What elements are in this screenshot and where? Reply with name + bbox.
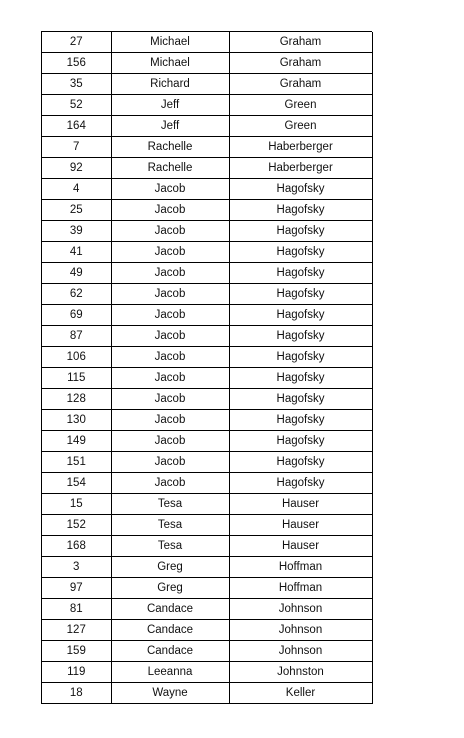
table-row [42, 473, 372, 494]
id-cell: 27 [42, 32, 111, 53]
table-row [42, 200, 372, 221]
last-name-cell: Keller [229, 683, 372, 704]
table-row [42, 389, 372, 410]
id-cell: 18 [42, 683, 111, 704]
first-name-cell: Candace [111, 620, 229, 641]
names-table [42, 32, 373, 704]
last-name-cell: Hauser [229, 494, 372, 515]
last-name-cell: Hagofsky [229, 242, 372, 263]
id-cell: 7 [42, 137, 111, 158]
table-row [42, 137, 372, 158]
names-table-sheet [41, 31, 372, 704]
first-name-cell: Leeanna [111, 662, 229, 683]
last-name-cell: Graham [229, 53, 372, 74]
table-row [42, 326, 372, 347]
last-name-cell: Johnston [229, 662, 372, 683]
id-cell: 151 [42, 452, 111, 473]
table-row [42, 242, 372, 263]
last-name-cell: Hagofsky [229, 221, 372, 242]
id-cell: 152 [42, 515, 111, 536]
table-row [42, 221, 372, 242]
table-row [42, 620, 372, 641]
first-name-cell: Wayne [111, 683, 229, 704]
id-cell: 127 [42, 620, 111, 641]
first-name-cell: Jacob [111, 389, 229, 410]
first-name-cell: Jacob [111, 452, 229, 473]
first-name-cell: Jacob [111, 242, 229, 263]
first-name-cell: Richard [111, 74, 229, 95]
table-row [42, 410, 372, 431]
table-row [42, 599, 372, 620]
table-row [42, 116, 372, 137]
id-cell: 154 [42, 473, 111, 494]
last-name-cell: Hagofsky [229, 473, 372, 494]
table-row [42, 263, 372, 284]
table-row [42, 368, 372, 389]
last-name-cell: Hagofsky [229, 305, 372, 326]
last-name-cell: Hauser [229, 515, 372, 536]
first-name-cell: Jeff [111, 116, 229, 137]
table-row [42, 284, 372, 305]
first-name-cell: Candace [111, 599, 229, 620]
id-cell: 62 [42, 284, 111, 305]
first-name-cell: Jacob [111, 410, 229, 431]
table-row [42, 179, 372, 200]
table-row [42, 74, 372, 95]
first-name-cell: Jacob [111, 326, 229, 347]
table-row [42, 536, 372, 557]
id-cell: 25 [42, 200, 111, 221]
last-name-cell: Hagofsky [229, 368, 372, 389]
first-name-cell: Jacob [111, 263, 229, 284]
last-name-cell: Hagofsky [229, 179, 372, 200]
last-name-cell: Hagofsky [229, 284, 372, 305]
last-name-cell: Hagofsky [229, 326, 372, 347]
last-name-cell: Hagofsky [229, 452, 372, 473]
last-name-cell: Haberberger [229, 137, 372, 158]
first-name-cell: Greg [111, 557, 229, 578]
id-cell: 119 [42, 662, 111, 683]
table-body [42, 32, 372, 704]
first-name-cell: Jacob [111, 179, 229, 200]
last-name-cell: Hagofsky [229, 389, 372, 410]
id-cell: 130 [42, 410, 111, 431]
last-name-cell: Johnson [229, 599, 372, 620]
first-name-cell: Candace [111, 641, 229, 662]
id-cell: 106 [42, 347, 111, 368]
id-cell: 52 [42, 95, 111, 116]
last-name-cell: Graham [229, 32, 372, 53]
first-name-cell: Jeff [111, 95, 229, 116]
table-row [42, 305, 372, 326]
first-name-cell: Rachelle [111, 158, 229, 179]
table-row [42, 53, 372, 74]
first-name-cell: Jacob [111, 473, 229, 494]
id-cell: 3 [42, 557, 111, 578]
last-name-cell: Hoffman [229, 578, 372, 599]
last-name-cell: Graham [229, 74, 372, 95]
first-name-cell: Michael [111, 53, 229, 74]
first-name-cell: Michael [111, 32, 229, 53]
table-row [42, 158, 372, 179]
id-cell: 159 [42, 641, 111, 662]
first-name-cell: Rachelle [111, 137, 229, 158]
first-name-cell: Jacob [111, 431, 229, 452]
table-row [42, 578, 372, 599]
id-cell: 81 [42, 599, 111, 620]
table-row [42, 641, 372, 662]
first-name-cell: Greg [111, 578, 229, 599]
table-row [42, 347, 372, 368]
first-name-cell: Tesa [111, 515, 229, 536]
id-cell: 149 [42, 431, 111, 452]
id-cell: 69 [42, 305, 111, 326]
id-cell: 87 [42, 326, 111, 347]
table-row [42, 32, 372, 53]
last-name-cell: Haberberger [229, 158, 372, 179]
last-name-cell: Hoffman [229, 557, 372, 578]
table-row [42, 452, 372, 473]
table-row [42, 683, 372, 704]
id-cell: 128 [42, 389, 111, 410]
last-name-cell: Hagofsky [229, 347, 372, 368]
first-name-cell: Tesa [111, 494, 229, 515]
id-cell: 115 [42, 368, 111, 389]
id-cell: 15 [42, 494, 111, 515]
last-name-cell: Johnson [229, 620, 372, 641]
id-cell: 97 [42, 578, 111, 599]
first-name-cell: Tesa [111, 536, 229, 557]
first-name-cell: Jacob [111, 221, 229, 242]
id-cell: 39 [42, 221, 111, 242]
id-cell: 41 [42, 242, 111, 263]
first-name-cell: Jacob [111, 284, 229, 305]
last-name-cell: Hagofsky [229, 431, 372, 452]
last-name-cell: Johnson [229, 641, 372, 662]
id-cell: 35 [42, 74, 111, 95]
id-cell: 168 [42, 536, 111, 557]
first-name-cell: Jacob [111, 305, 229, 326]
first-name-cell: Jacob [111, 347, 229, 368]
id-cell: 49 [42, 263, 111, 284]
id-cell: 156 [42, 53, 111, 74]
table-row [42, 662, 372, 683]
id-cell: 92 [42, 158, 111, 179]
id-cell: 164 [42, 116, 111, 137]
table-row [42, 95, 372, 116]
last-name-cell: Green [229, 116, 372, 137]
last-name-cell: Hagofsky [229, 200, 372, 221]
last-name-cell: Hauser [229, 536, 372, 557]
last-name-cell: Hagofsky [229, 410, 372, 431]
table-row [42, 557, 372, 578]
last-name-cell: Green [229, 95, 372, 116]
table-row [42, 431, 372, 452]
last-name-cell: Hagofsky [229, 263, 372, 284]
id-cell: 4 [42, 179, 111, 200]
first-name-cell: Jacob [111, 368, 229, 389]
first-name-cell: Jacob [111, 200, 229, 221]
table-row [42, 494, 372, 515]
table-row [42, 515, 372, 536]
